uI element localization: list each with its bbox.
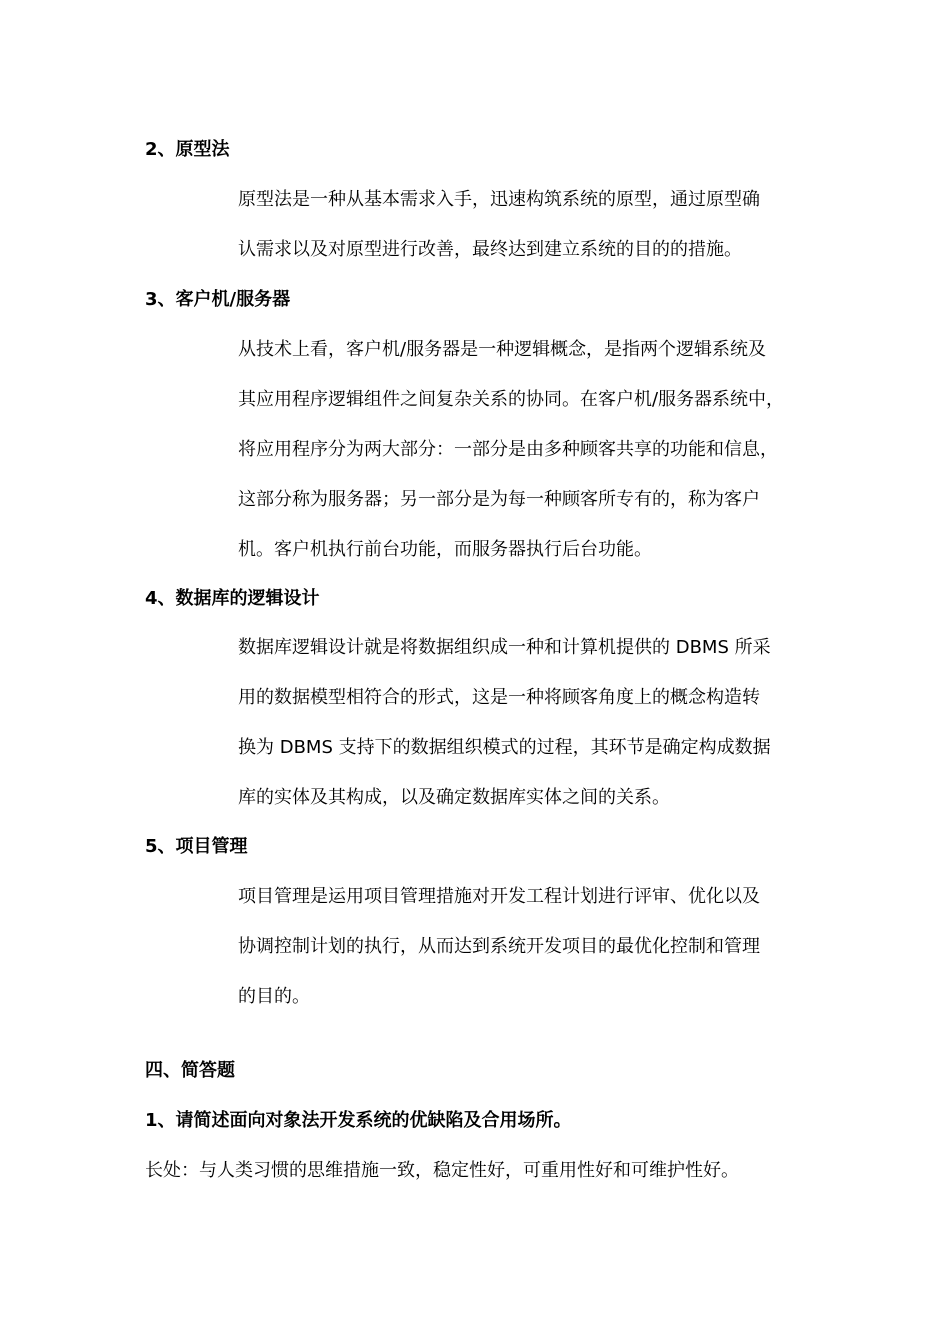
section-heading-client-server: 3、客户机/服务器 — [145, 289, 291, 310]
answer-text: 长处：与人类习惯的思维措施一致，稳定性好，可重用性好和可维护性好。 — [145, 1160, 739, 1181]
body-line: 数据库逻辑设计就是将数据组织成一种和计算机提供的 DBMS 所采 — [238, 637, 771, 658]
section-body-project-mgmt — [238, 872, 828, 1022]
body-line: 换为 DBMS 支持下的数据组织模式的过程，其环节是确定构成数据 — [238, 737, 771, 758]
section-heading-prototype: 2、原型法 — [145, 139, 230, 160]
section-heading-project-mgmt: 5、项目管理 — [145, 836, 248, 857]
body-line: 协调控制计划的执行，从而达到系统开发项目的最优化控制和管理 — [238, 936, 760, 957]
section-body-db-logic — [238, 623, 828, 823]
body-line: 的目的。 — [238, 986, 310, 1007]
body-line: 这部分称为服务器；另一部分是为每一种顾客所专有的，称为客户 — [238, 489, 760, 510]
body-line: 库的实体及其构成，以及确定数据库实体之间的关系。 — [238, 787, 670, 808]
body-line: 项目管理是运用项目管理措施对开发工程计划进行评审、优化以及 — [238, 886, 760, 907]
body-line: 机。客户机执行前台功能，而服务器执行后台功能。 — [238, 539, 652, 560]
body-line: 从技术上看，客户机/服务器是一种逻辑概念，是指两个逻辑系统及 — [238, 339, 767, 360]
question-heading: 1、请简述面向对象法开发系统的优缺陷及合用场所。 — [145, 1110, 572, 1131]
body-line: 认需求以及对原型进行改善，最终达到建立系统的目的的措施。 — [238, 239, 742, 260]
body-line: 用的数据模型相符合的形式，这是一种将顾客角度上的概念构造转 — [238, 687, 760, 708]
section-heading-db-logic: 4、数据库的逻辑设计 — [145, 588, 320, 609]
section-body-client-server — [238, 325, 828, 575]
section-body-prototype — [238, 175, 828, 275]
body-line: 其应用程序逻辑组件之间复杂关系的协同。在客户机/服务器系统中， — [238, 389, 785, 410]
body-line: 将应用程序分为两大部分：一部分是由多种顾客共享的功能和信息， — [238, 439, 778, 460]
part-four-title: 四、简答题 — [145, 1060, 235, 1081]
body-line: 原型法是一种从基本需求入手，迅速构筑系统的原型，通过原型确 — [238, 189, 760, 210]
